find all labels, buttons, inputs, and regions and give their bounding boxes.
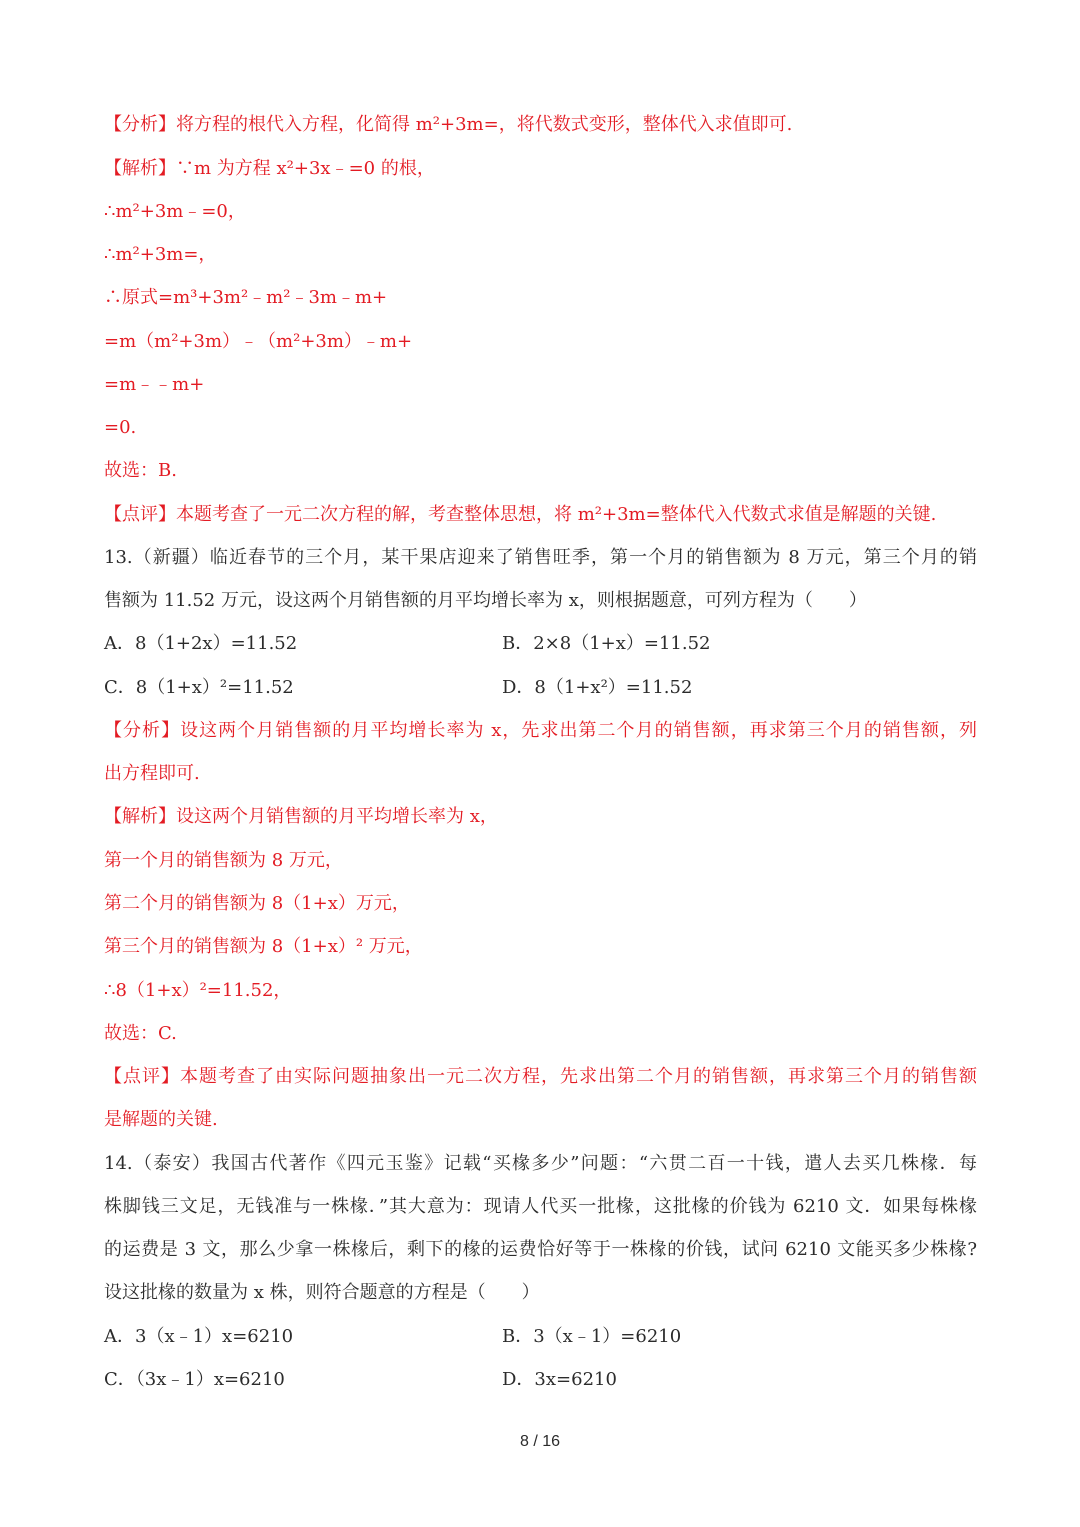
- q13-option-d: D．8（1+x²）=11.52: [502, 677, 693, 698]
- q14-option-a: A．3（x﹣1）x=6210: [104, 1326, 294, 1347]
- q13-step-4: ∴8（1+x）²=11.52，: [104, 980, 292, 1001]
- q14-stem-line-4: 设这批椽的数量为 x 株，则符合题意的方程是（ ）: [104, 1282, 540, 1303]
- q13-stem-line-1: 13.（新疆）临近春节的三个月，某干果店迎来了销售旺季，第一个月的销售额为 8 万元，第三个月的销: [104, 547, 977, 568]
- q13-comment-line-2: 是解题的关键.: [104, 1109, 218, 1130]
- q13-analysis-line-2: 出方程即可.: [104, 763, 200, 784]
- q12-analysis: 【分析】将方程的根代入方程，化简得 m²+3m=，将代数式变形，整体代入求值即可.: [104, 114, 793, 135]
- q13-option-b: B．2×8（1+x）=11.52: [502, 633, 711, 654]
- page-number: 8 / 16: [519, 1433, 561, 1450]
- q12-step-1: ∴m²+3m﹣=0，: [104, 201, 246, 222]
- q12-step-6: =0.: [104, 417, 137, 438]
- q14-option-d: D．3x=6210: [502, 1369, 617, 1390]
- q12-comment: 【点评】本题考查了一元二次方程的解，考查整体思想，将 m²+3m=整体代入代数式求值是解题的关键.: [104, 504, 937, 525]
- q14-option-c: C．（3x﹣1）x=6210: [104, 1369, 285, 1390]
- q13-step-2: 第二个月的销售额为 8（1+x）万元，: [104, 893, 410, 914]
- q14-stem-line-3: 的运费是 3 文，那么少拿一株椽后，剩下的椽的运费恰好等于一株椽的价钱，试问 6210 文能买多少株椽?: [104, 1239, 977, 1260]
- q14-option-b: B．3（x﹣1）=6210: [502, 1326, 682, 1347]
- q13-stem-line-2: 售额为 11.52 万元，设这两个月销售额的月平均增长率为 x，则根据题意，可列方程为（ ）: [104, 590, 867, 611]
- q14-stem-line-2: 株脚钱三文足，无钱准与一株椽．”其大意为：现请人代买一批椽，这批椽的价钱为 6210 文．如果每株椽: [104, 1196, 977, 1217]
- q13-choice: 故选：C.: [104, 1023, 177, 1044]
- q12-step-2: ∴m²+3m=，: [104, 244, 217, 265]
- q13-solution-intro: 【解析】设这两个月销售额的月平均增长率为 x，: [104, 806, 498, 827]
- q13-option-c: C．8（1+x）²=11.52: [104, 677, 294, 698]
- q13-comment-line-1: 【点评】本题考查了由实际问题抽象出一元二次方程，先求出第二个月的销售额，再求第三个月的销售额: [104, 1066, 977, 1087]
- q12-choice: 故选：B.: [104, 460, 177, 481]
- q13-option-a: A．8（1+2x）=11.52: [104, 633, 298, 654]
- q13-analysis-line-1: 【分析】设这两个月销售额的月平均增长率为 x，先求出第二个月的销售额，再求第三个月的销售额，列: [104, 720, 977, 741]
- q12-step-5: =m﹣﹣m+: [104, 374, 205, 395]
- q14-stem-line-1: 14.（泰安）我国古代著作《四元玉鉴》记载“买椽多少”问题：“六贯二百一十钱，遣人去买几株椽．每: [104, 1153, 977, 1174]
- q13-step-3: 第三个月的销售额为 8（1+x）² 万元，: [104, 936, 423, 957]
- q12-step-4: =m（m²+3m）﹣（m²+3m）﹣m+: [104, 331, 413, 352]
- q13-step-1: 第一个月的销售额为 8 万元，: [104, 850, 343, 871]
- q12-step-3: ∴原式=m³+3m²﹣m²﹣3m﹣m+: [104, 287, 388, 308]
- q12-solution-intro: 【解析】∵m 为方程 x²+3x﹣=0 的根，: [104, 158, 435, 179]
